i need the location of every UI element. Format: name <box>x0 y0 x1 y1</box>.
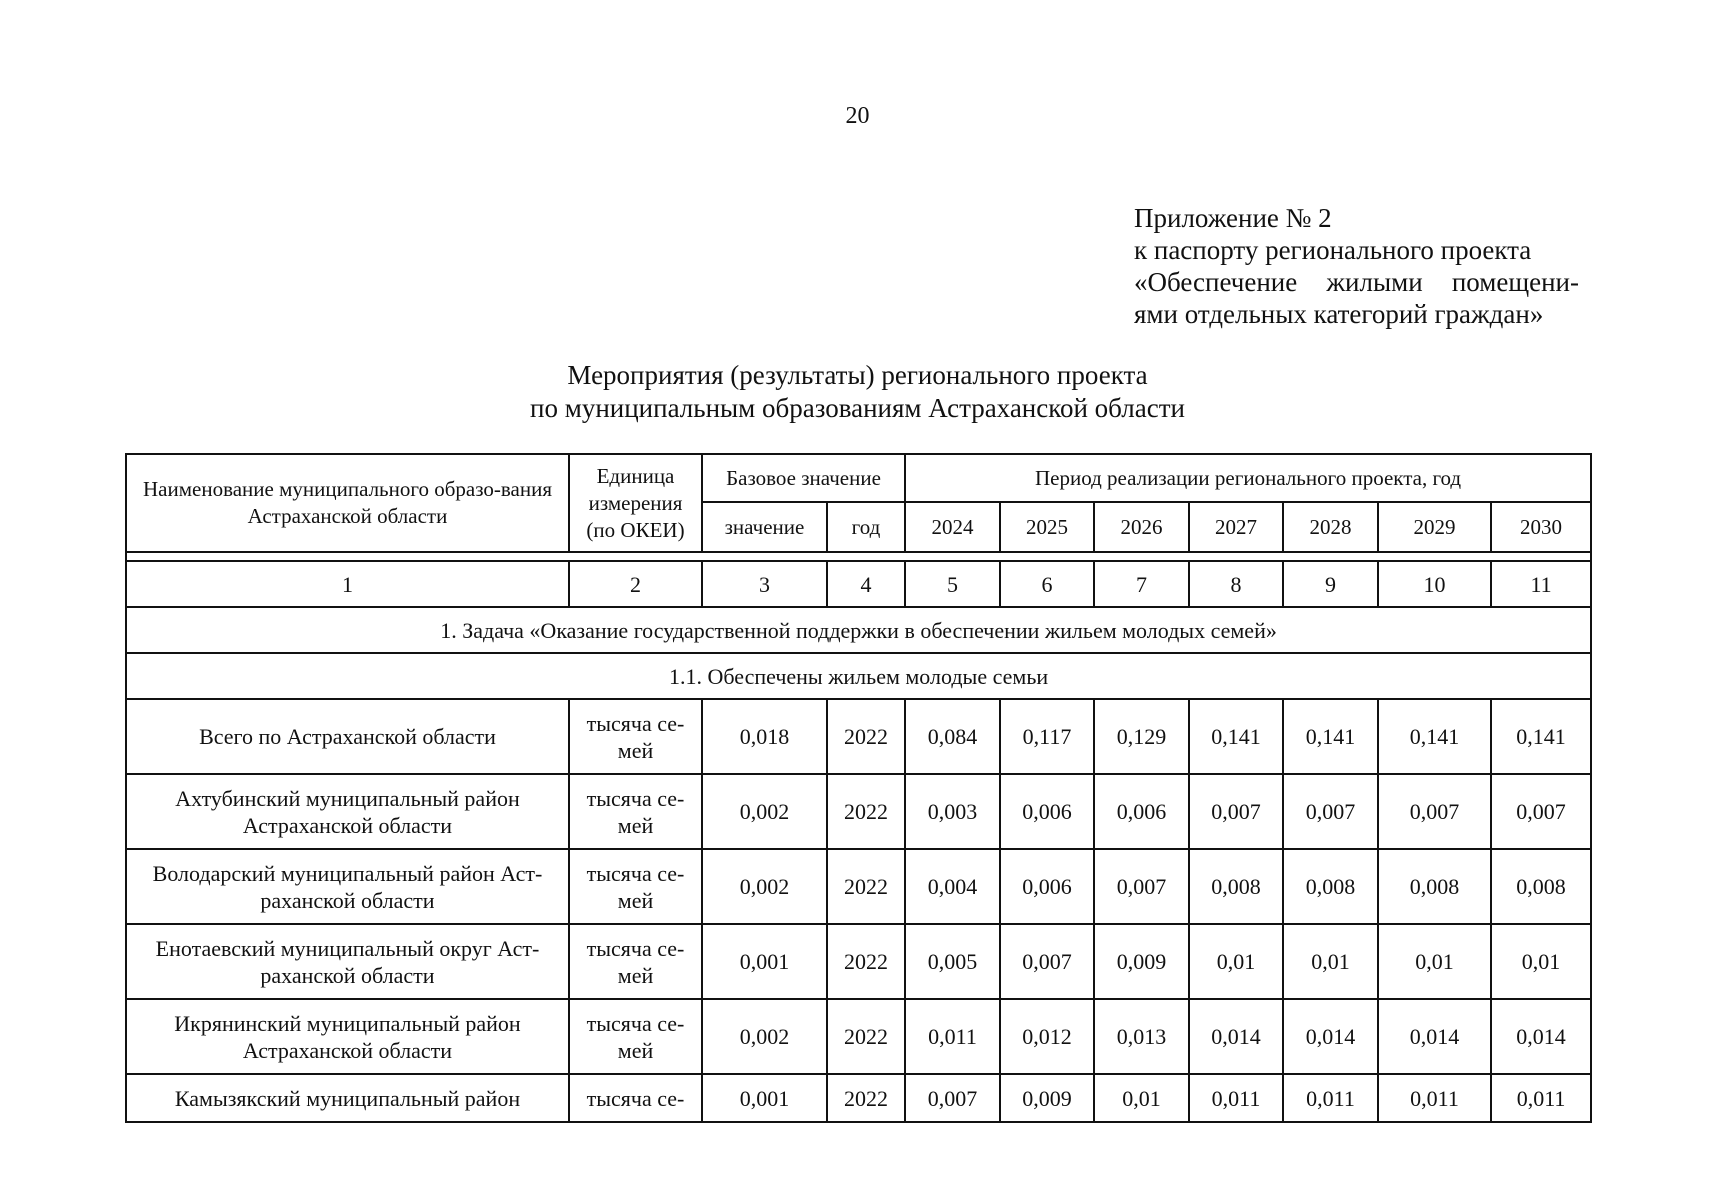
task-title: 1. Задача «Оказание государственной поддержки в обеспечении жильем молодых семей» <box>126 607 1591 653</box>
year-value-cell: 0,007 <box>1000 924 1094 999</box>
year-value-cell: 0,006 <box>1000 774 1094 849</box>
base-year-cell: 2022 <box>827 849 905 924</box>
table-row <box>126 699 1591 774</box>
appendix-note <box>1134 202 1579 330</box>
column-number: 3 <box>702 561 827 607</box>
unit-cell: тысяча се-мей <box>569 924 702 999</box>
result-row <box>126 653 1591 699</box>
table-row <box>126 1074 1591 1122</box>
column-number: 4 <box>827 561 905 607</box>
column-number: 6 <box>1000 561 1094 607</box>
page-number: 20 <box>845 103 870 129</box>
year-value-cell: 0,003 <box>905 774 1000 849</box>
unit-cell: тысяча се-мей <box>569 774 702 849</box>
year-value-cell: 0,011 <box>1491 1074 1591 1122</box>
year-value-cell: 0,014 <box>1491 999 1591 1074</box>
municipality-name: Всего по Астраханской области <box>126 699 569 774</box>
unit-cell: тысяча се- <box>569 1074 702 1122</box>
unit-cell: тысяча се-мей <box>569 699 702 774</box>
base-year-cell: 2022 <box>827 924 905 999</box>
year-value-cell: 0,129 <box>1094 699 1189 774</box>
document-title <box>0 359 1715 425</box>
year-value-cell: 0,009 <box>1094 924 1189 999</box>
year-value-cell: 0,004 <box>905 849 1000 924</box>
year-value-cell: 0,011 <box>905 999 1000 1074</box>
header-period: Период реализации регионального проекта, год <box>905 454 1591 502</box>
year-value-cell: 0,007 <box>1491 774 1591 849</box>
year-value-cell: 0,011 <box>1189 1074 1283 1122</box>
base-year-cell: 2022 <box>827 774 905 849</box>
year-value-cell: 0,01 <box>1378 924 1491 999</box>
municipality-name: Ахтубинский муниципальный район Астраханской области <box>126 774 569 849</box>
header-base-value: значение <box>702 502 827 552</box>
base-value-cell: 0,001 <box>702 924 827 999</box>
year-value-cell: 0,01 <box>1283 924 1378 999</box>
year-value-cell: 0,005 <box>905 924 1000 999</box>
year-value-cell: 0,014 <box>1283 999 1378 1074</box>
header-separator <box>126 552 1591 561</box>
year-value-cell: 0,011 <box>1378 1074 1491 1122</box>
base-year-cell: 2022 <box>827 999 905 1074</box>
results-table <box>125 453 1592 1123</box>
appendix-line: к паспорту регионального проекта <box>1134 235 1532 265</box>
year-value-cell: 0,009 <box>1000 1074 1094 1122</box>
base-value-cell: 0,002 <box>702 774 827 849</box>
table-row <box>126 849 1591 924</box>
header-unit: Единица измерения (по ОКЕИ) <box>569 454 702 552</box>
year-value-cell: 0,011 <box>1283 1074 1378 1122</box>
municipality-name: Енотаевский муниципальный округ Аст-раханской области <box>126 924 569 999</box>
result-title: 1.1. Обеспечены жильем молодые семьи <box>126 653 1591 699</box>
year-value-cell: 0,141 <box>1283 699 1378 774</box>
year-value-cell: 0,01 <box>1491 924 1591 999</box>
base-value-cell: 0,001 <box>702 1074 827 1122</box>
year-value-cell: 0,007 <box>1094 849 1189 924</box>
year-value-cell: 0,014 <box>1189 999 1283 1074</box>
base-value-cell: 0,018 <box>702 699 827 774</box>
year-value-cell: 0,012 <box>1000 999 1094 1074</box>
year-value-cell: 0,141 <box>1491 699 1591 774</box>
header-year: 2028 <box>1283 502 1378 552</box>
title-line: Мероприятия (результаты) регионального проекта <box>567 360 1148 390</box>
year-value-cell: 0,01 <box>1189 924 1283 999</box>
base-year-cell: 2022 <box>827 699 905 774</box>
table-row <box>126 924 1591 999</box>
header-year: 2027 <box>1189 502 1283 552</box>
year-value-cell: 0,008 <box>1283 849 1378 924</box>
year-value-cell: 0,007 <box>1378 774 1491 849</box>
year-value-cell: 0,01 <box>1094 1074 1189 1122</box>
task-row <box>126 607 1591 653</box>
header-name: Наименование муниципального образо-вания Астраханской области <box>126 454 569 552</box>
table-row <box>126 774 1591 849</box>
year-value-cell: 0,006 <box>1000 849 1094 924</box>
appendix-line: «Обеспечение жилыми помещени- <box>1134 267 1579 297</box>
year-value-cell: 0,007 <box>1283 774 1378 849</box>
column-number: 1 <box>126 561 569 607</box>
year-value-cell: 0,006 <box>1094 774 1189 849</box>
header-year: 2024 <box>905 502 1000 552</box>
year-value-cell: 0,007 <box>1189 774 1283 849</box>
year-value-cell: 0,141 <box>1189 699 1283 774</box>
base-value-cell: 0,002 <box>702 849 827 924</box>
column-number: 7 <box>1094 561 1189 607</box>
column-number: 9 <box>1283 561 1378 607</box>
year-value-cell: 0,084 <box>905 699 1000 774</box>
year-value-cell: 0,117 <box>1000 699 1094 774</box>
header-base: Базовое значение <box>702 454 905 502</box>
column-number: 11 <box>1491 561 1591 607</box>
table-row <box>126 999 1591 1074</box>
header-year: 2029 <box>1378 502 1491 552</box>
column-number: 8 <box>1189 561 1283 607</box>
year-value-cell: 0,013 <box>1094 999 1189 1074</box>
municipality-name: Камызякский муниципальный район <box>126 1074 569 1122</box>
year-value-cell: 0,141 <box>1378 699 1491 774</box>
municipality-name: Володарский муниципальный район Аст-раханской области <box>126 849 569 924</box>
base-value-cell: 0,002 <box>702 999 827 1074</box>
title-line: по муниципальным образованиям Астраханской области <box>530 393 1185 423</box>
appendix-line: ями отдельных категорий граждан» <box>1134 299 1544 329</box>
municipality-name: Икрянинский муниципальный район Астраханской области <box>126 999 569 1074</box>
column-number-row <box>126 561 1591 607</box>
column-number: 10 <box>1378 561 1491 607</box>
year-value-cell: 0,014 <box>1378 999 1491 1074</box>
unit-cell: тысяча се-мей <box>569 999 702 1074</box>
header-base-year: год <box>827 502 905 552</box>
base-year-cell: 2022 <box>827 1074 905 1122</box>
unit-cell: тысяча се-мей <box>569 849 702 924</box>
year-value-cell: 0,008 <box>1189 849 1283 924</box>
year-value-cell: 0,008 <box>1378 849 1491 924</box>
header-year: 2026 <box>1094 502 1189 552</box>
header-year: 2025 <box>1000 502 1094 552</box>
header-year: 2030 <box>1491 502 1591 552</box>
year-value-cell: 0,008 <box>1491 849 1591 924</box>
appendix-line: Приложение № 2 <box>1134 203 1332 233</box>
column-number: 2 <box>569 561 702 607</box>
column-number: 5 <box>905 561 1000 607</box>
year-value-cell: 0,007 <box>905 1074 1000 1122</box>
